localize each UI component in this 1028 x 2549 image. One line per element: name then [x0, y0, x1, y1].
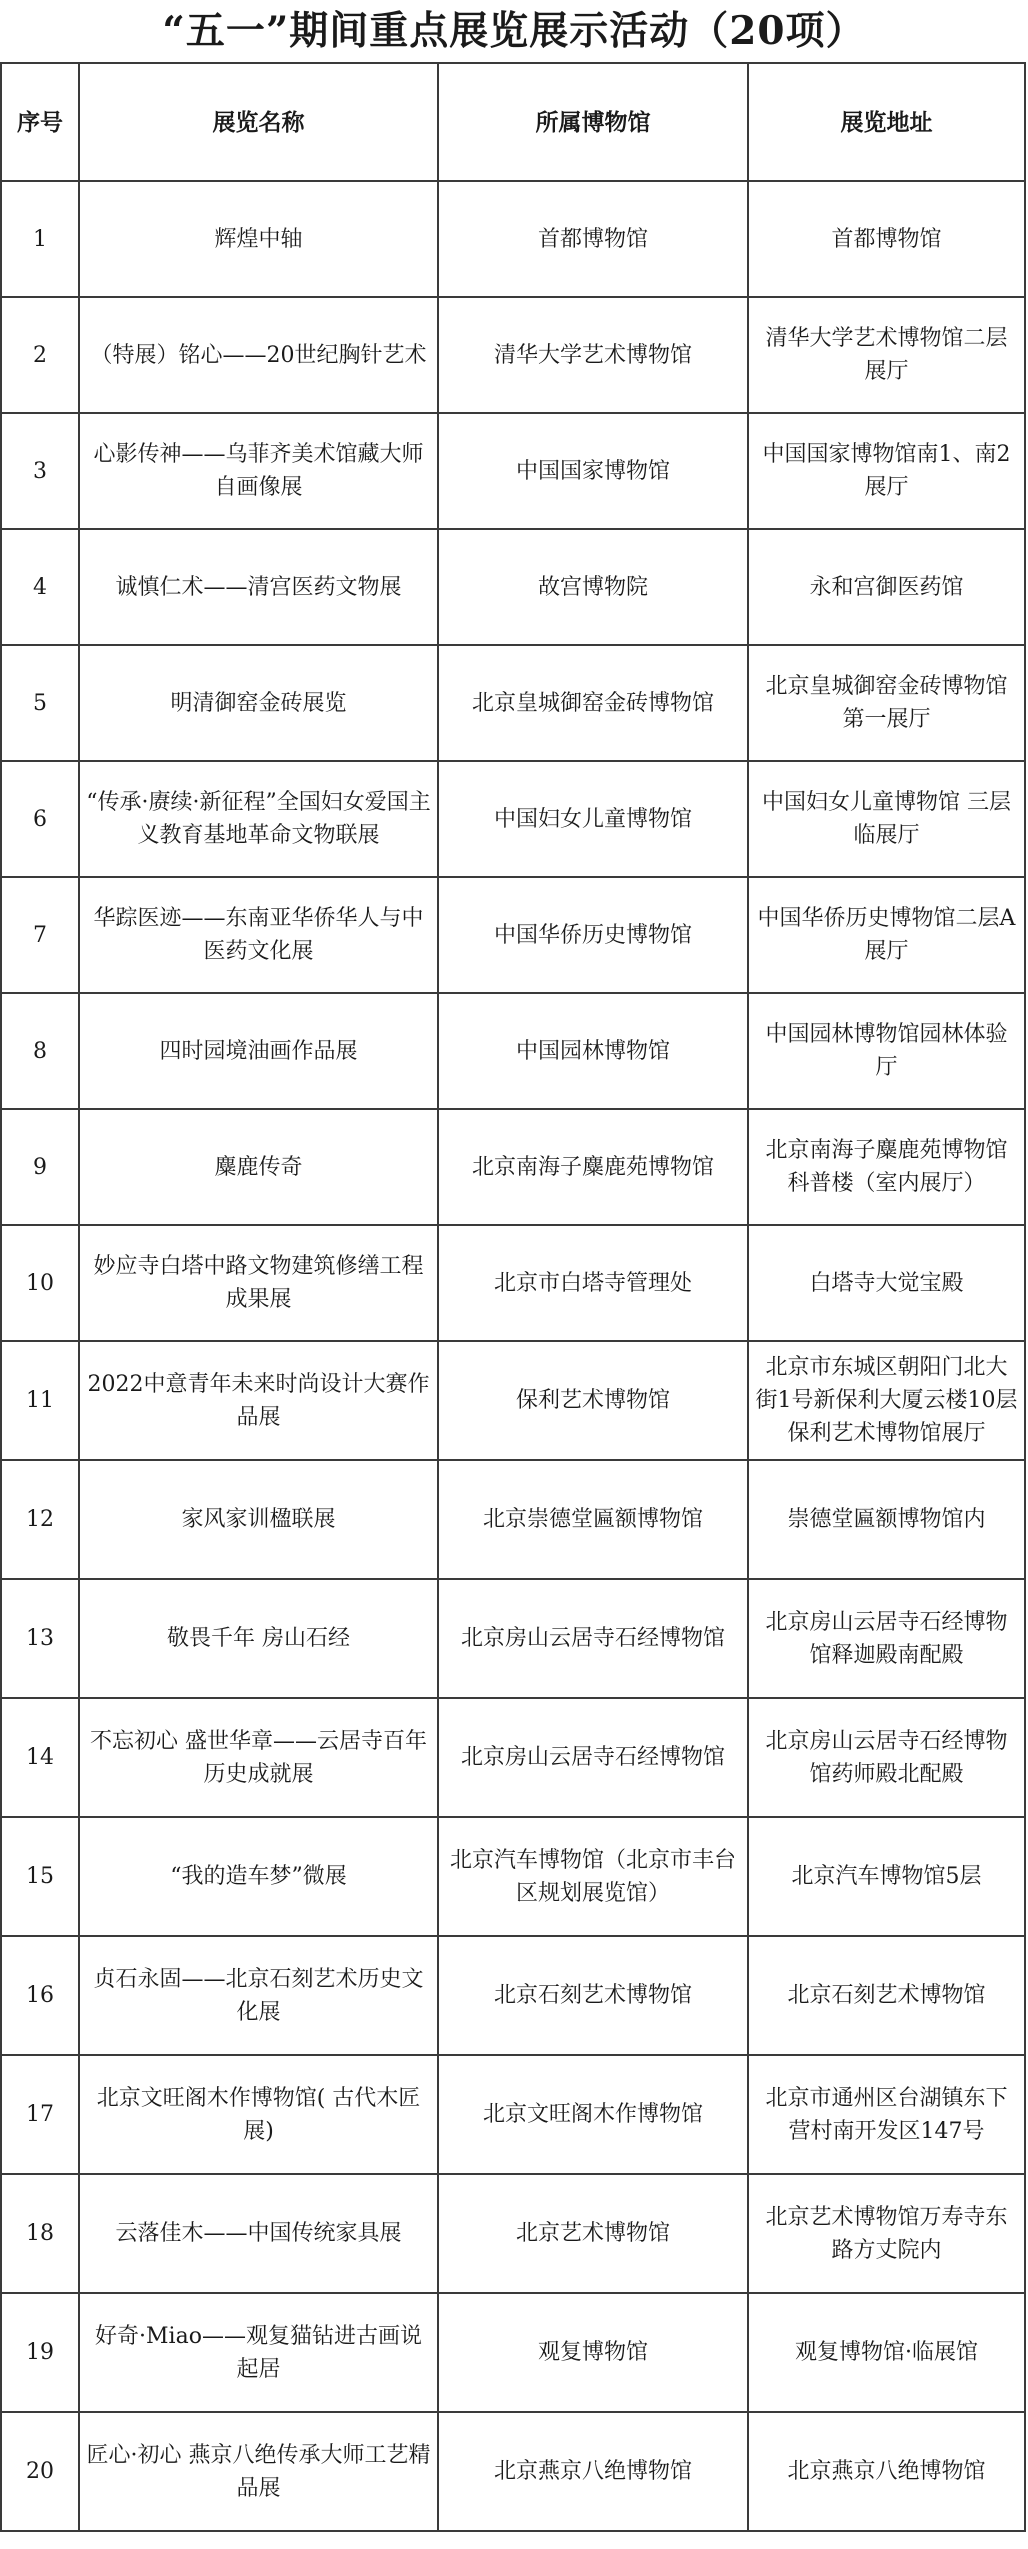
row-museum-cell: 北京皇城御窑金砖博物馆: [438, 645, 748, 761]
row-exhibition-name-cell: 华踪医迹——东南亚华侨华人与中医药文化展: [79, 877, 438, 993]
row-index-cell: 11: [1, 1341, 79, 1460]
table-row: [1, 1698, 1025, 1817]
row-index-cell: 14: [1, 1698, 79, 1817]
table-row: [1, 2174, 1025, 2293]
row-exhibition-name-cell: 好奇·Miao——观复猫钻进古画说起居: [79, 2293, 438, 2412]
row-museum-cell: 首都博物馆: [438, 181, 748, 297]
row-exhibition-name-cell: 心影传神——乌菲齐美术馆藏大师自画像展: [79, 413, 438, 529]
row-index-cell: 13: [1, 1579, 79, 1698]
row-index-cell: 4: [1, 529, 79, 645]
row-address-cell: 北京房山云居寺石经博物馆释迦殿南配殿: [748, 1579, 1025, 1698]
row-exhibition-name-cell: 麋鹿传奇: [79, 1109, 438, 1225]
row-museum-cell: 中国国家博物馆: [438, 413, 748, 529]
table-row: [1, 1579, 1025, 1698]
row-address-cell: 中国国家博物馆南1、南2展厅: [748, 413, 1025, 529]
row-exhibition-name-cell: 北京文旺阁木作博物馆( 古代木匠展): [79, 2055, 438, 2174]
row-museum-cell: 北京汽车博物馆（北京市丰台区规划展览馆）: [438, 1817, 748, 1936]
row-exhibition-name-cell: 云落佳木——中国传统家具展: [79, 2174, 438, 2293]
table-row: [1, 1225, 1025, 1341]
row-address-cell: 中国园林博物馆园林体验厅: [748, 993, 1025, 1109]
row-museum-cell: 清华大学艺术博物馆: [438, 297, 748, 413]
row-museum-cell: 中国华侨历史博物馆: [438, 877, 748, 993]
row-index-cell: 19: [1, 2293, 79, 2412]
table-row: [1, 2412, 1025, 2531]
row-index-cell: 20: [1, 2412, 79, 2531]
row-address-cell: 北京艺术博物馆万寿寺东路方丈院内: [748, 2174, 1025, 2293]
table-row: [1, 529, 1025, 645]
row-exhibition-name-cell: “传承·赓续·新征程”全国妇女爱国主义教育基地革命文物联展: [79, 761, 438, 877]
exhibition-table: [0, 62, 1026, 2532]
row-index-cell: 18: [1, 2174, 79, 2293]
row-address-cell: 中国妇女儿童博物馆 三层临展厅: [748, 761, 1025, 877]
row-exhibition-name-cell: （特展）铭心——20世纪胸针艺术: [79, 297, 438, 413]
table-row: [1, 877, 1025, 993]
row-museum-cell: 保利艺术博物馆: [438, 1341, 748, 1460]
row-exhibition-name-cell: 辉煌中轴: [79, 181, 438, 297]
row-address-cell: 中国华侨历史博物馆二层A展厅: [748, 877, 1025, 993]
row-index-cell: 10: [1, 1225, 79, 1341]
table-row: [1, 297, 1025, 413]
row-address-cell: 崇德堂匾额博物馆内: [748, 1460, 1025, 1579]
row-index-cell: 16: [1, 1936, 79, 2055]
row-address-cell: 观复博物馆·临展馆: [748, 2293, 1025, 2412]
row-museum-cell: 北京燕京八绝博物馆: [438, 2412, 748, 2531]
row-address-cell: 北京燕京八绝博物馆: [748, 2412, 1025, 2531]
row-exhibition-name-cell: 匠心·初心 燕京八绝传承大师工艺精品展: [79, 2412, 438, 2531]
row-index-cell: 7: [1, 877, 79, 993]
row-address-cell: 北京石刻艺术博物馆: [748, 1936, 1025, 2055]
row-exhibition-name-cell: 妙应寺白塔中路文物建筑修缮工程成果展: [79, 1225, 438, 1341]
row-address-cell: 清华大学艺术博物馆二层展厅: [748, 297, 1025, 413]
row-museum-cell: 观复博物馆: [438, 2293, 748, 2412]
row-address-cell: 北京房山云居寺石经博物馆药师殿北配殿: [748, 1698, 1025, 1817]
table-row: [1, 2055, 1025, 2174]
row-address-cell: 北京市东城区朝阳门北大街1号新保利大厦云楼10层保利艺术博物馆展厅: [748, 1341, 1025, 1460]
row-address-cell: 北京汽车博物馆5层: [748, 1817, 1025, 1936]
row-exhibition-name-cell: 诚慎仁术——清宫医药文物展: [79, 529, 438, 645]
row-exhibition-name-cell: 四时园境油画作品展: [79, 993, 438, 1109]
row-address-cell: 首都博物馆: [748, 181, 1025, 297]
row-index-cell: 1: [1, 181, 79, 297]
row-exhibition-name-cell: 贞石永固——北京石刻艺术历史文化展: [79, 1936, 438, 2055]
row-exhibition-name-cell: 不忘初心 盛世华章——云居寺百年历史成就展: [79, 1698, 438, 1817]
row-exhibition-name-cell: “我的造车梦”微展: [79, 1817, 438, 1936]
row-address-cell: 永和宫御医药馆: [748, 529, 1025, 645]
table-row: [1, 181, 1025, 297]
table-row: [1, 1460, 1025, 1579]
row-index-cell: 3: [1, 413, 79, 529]
row-museum-cell: 北京市白塔寺管理处: [438, 1225, 748, 1341]
row-address-cell: 北京市通州区台湖镇东下营村南开发区147号: [748, 2055, 1025, 2174]
table-row: [1, 1817, 1025, 1936]
row-index-cell: 6: [1, 761, 79, 877]
row-museum-cell: 北京文旺阁木作博物馆: [438, 2055, 748, 2174]
row-index-cell: 2: [1, 297, 79, 413]
header-museum: 所属博物馆: [438, 63, 748, 181]
table-row: [1, 993, 1025, 1109]
row-museum-cell: 北京艺术博物馆: [438, 2174, 748, 2293]
row-index-cell: 12: [1, 1460, 79, 1579]
row-museum-cell: 北京南海子麋鹿苑博物馆: [438, 1109, 748, 1225]
header-exhibition-name: 展览名称: [79, 63, 438, 181]
page-title: “五一”期间重点展览展示活动（20项）: [162, 8, 866, 54]
table-row: [1, 1109, 1025, 1225]
header-address: 展览地址: [748, 63, 1025, 181]
row-address-cell: 北京南海子麋鹿苑博物馆科普楼（室内展厅）: [748, 1109, 1025, 1225]
table-row: [1, 645, 1025, 761]
row-exhibition-name-cell: 家风家训楹联展: [79, 1460, 438, 1579]
row-exhibition-name-cell: 敬畏千年 房山石经: [79, 1579, 438, 1698]
row-exhibition-name-cell: 2022中意青年未来时尚设计大赛作品展: [79, 1341, 438, 1460]
row-museum-cell: 北京房山云居寺石经博物馆: [438, 1579, 748, 1698]
row-address-cell: 白塔寺大觉宝殿: [748, 1225, 1025, 1341]
table-header-row: [1, 63, 1025, 181]
row-exhibition-name-cell: 明清御窑金砖展览: [79, 645, 438, 761]
row-index-cell: 5: [1, 645, 79, 761]
row-index-cell: 9: [1, 1109, 79, 1225]
table-row: [1, 413, 1025, 529]
row-museum-cell: 中国妇女儿童博物馆: [438, 761, 748, 877]
row-index-cell: 15: [1, 1817, 79, 1936]
row-museum-cell: 北京房山云居寺石经博物馆: [438, 1698, 748, 1817]
table-row: [1, 1936, 1025, 2055]
row-address-cell: 北京皇城御窑金砖博物馆第一展厅: [748, 645, 1025, 761]
header-index: 序号: [1, 63, 79, 181]
table-row: [1, 1341, 1025, 1460]
row-museum-cell: 中国园林博物馆: [438, 993, 748, 1109]
table-row: [1, 2293, 1025, 2412]
row-museum-cell: 北京石刻艺术博物馆: [438, 1936, 748, 2055]
row-index-cell: 17: [1, 2055, 79, 2174]
row-museum-cell: 北京崇德堂匾额博物馆: [438, 1460, 748, 1579]
table-row: [1, 761, 1025, 877]
row-museum-cell: 故宫博物院: [438, 529, 748, 645]
row-index-cell: 8: [1, 993, 79, 1109]
